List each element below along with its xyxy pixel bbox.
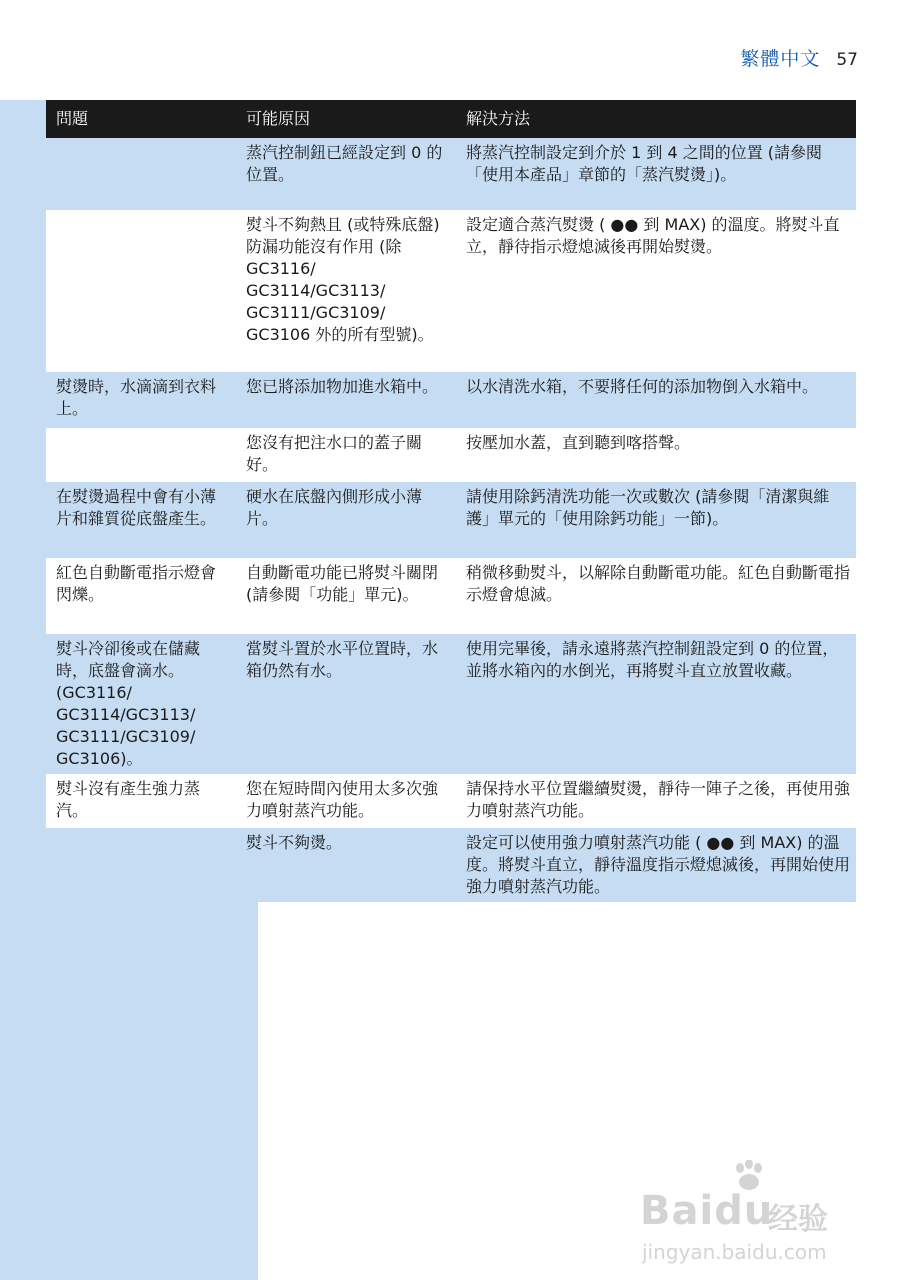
column-header-problem: 問題 xyxy=(56,109,89,128)
table-row xyxy=(46,558,856,634)
solution-cell: 請使用除鈣清洗功能一次或數次 (請參閱「清潔與維護」單元的「使用除鈣功能」一節)。 xyxy=(466,487,830,528)
watermark-url: jingyan.baidu.com xyxy=(642,1240,827,1264)
problem-cell: 在熨燙過程中會有小薄片和雜質從底盤產生。 xyxy=(56,487,217,528)
cause-cell: 熨斗不夠熱且 (或特殊底盤) 防漏功能沒有作用 (除 GC3116/ GC3114/GC3113/ GC3111/GC3109/ GC3106 外的所有型號)。 xyxy=(246,215,440,344)
language-label: 繁體中文 xyxy=(740,48,821,70)
table-row xyxy=(46,372,856,428)
problem-cell xyxy=(46,828,236,902)
problem-cell xyxy=(46,210,236,372)
problem-cell xyxy=(46,428,236,482)
problem-cell: 紅色自動斷電指示燈會閃爍。 xyxy=(56,563,217,604)
cause-cell: 蒸汽控制鈕已經設定到 0 的位置。 xyxy=(246,143,443,184)
troubleshooting-table xyxy=(46,100,856,902)
column-header-cause: 可能原因 xyxy=(246,109,311,128)
watermark-sub: 经验 xyxy=(768,1202,828,1237)
problem-cell: 熨斗沒有產生強力蒸汽。 xyxy=(56,779,201,820)
solution-cell: 設定適合蒸汽熨燙 ( ●● 到 MAX) 的溫度。將熨斗直立，靜待指示燈熄滅後再開始熨燙。 xyxy=(466,215,840,256)
solution-cell: 設定可以使用強力噴射蒸汽功能 ( ●● 到 MAX) 的溫度。將熨斗直立，靜待溫度指示燈熄滅後，再開始使用強力噴射蒸汽功能。 xyxy=(466,833,851,896)
column-header-solution: 解決方法 xyxy=(466,109,531,128)
cause-cell: 硬水在底盤內側形成小薄片。 xyxy=(246,487,423,528)
cause-cell: 熨斗不夠燙。 xyxy=(246,833,343,852)
table-row xyxy=(46,428,856,482)
problem-cell: 熨燙時，水滴滴到衣料上。 xyxy=(56,377,217,418)
solution-cell: 將蒸汽控制設定到介於 1 到 4 之間的位置 (請參閱「使用本產品」章節的「蒸汽熨燙」)。 xyxy=(466,143,823,184)
solution-cell: 以水清洗水箱，不要將任何的添加物倒入水箱中。 xyxy=(466,377,819,396)
cause-cell: 當熨斗置於水平位置時，水箱仍然有水。 xyxy=(246,639,439,680)
problem-cell: 熨斗冷卻後或在儲藏時，底盤會滴水。(GC3116/ GC3114/GC3113/ GC3111/GC3109/ GC3106)。 xyxy=(56,639,201,768)
problem-cell xyxy=(46,138,236,210)
solution-cell: 使用完畢後，請永遠將蒸汽控制鈕設定到 0 的位置，並將水箱內的水倒光，再將熨斗直立放置收藏。 xyxy=(466,639,839,680)
table-row xyxy=(46,828,856,902)
solution-cell: 稍微移動熨斗，以解除自動斷電功能。紅色自動斷電指示燈會熄滅。 xyxy=(466,563,851,604)
cause-cell: 自動斷電功能已將熨斗關閉 (請參閱「功能」單元)。 xyxy=(246,563,439,604)
table-row xyxy=(46,774,856,828)
table-row xyxy=(46,210,856,372)
page-number: 57 xyxy=(836,50,858,70)
watermark-brand: Baidu xyxy=(640,1188,774,1234)
cause-cell: 您沒有把注水口的蓋子關好。 xyxy=(246,433,423,474)
table-row xyxy=(46,482,856,558)
solution-cell: 按壓加水蓋，直到聽到喀搭聲。 xyxy=(466,433,691,452)
page-header xyxy=(740,44,858,71)
solution-cell: 請保持水平位置繼續熨燙，靜待一陣子之後，再使用強力噴射蒸汽功能。 xyxy=(466,779,851,820)
baidu-watermark xyxy=(640,1160,860,1270)
table-row xyxy=(46,138,856,210)
table-header-row xyxy=(46,100,856,138)
cause-cell: 您在短時間內使用太多次強力噴射蒸汽功能。 xyxy=(246,779,439,820)
table-row xyxy=(46,634,856,774)
cause-cell: 您已將添加物加進水箱中。 xyxy=(246,377,439,396)
